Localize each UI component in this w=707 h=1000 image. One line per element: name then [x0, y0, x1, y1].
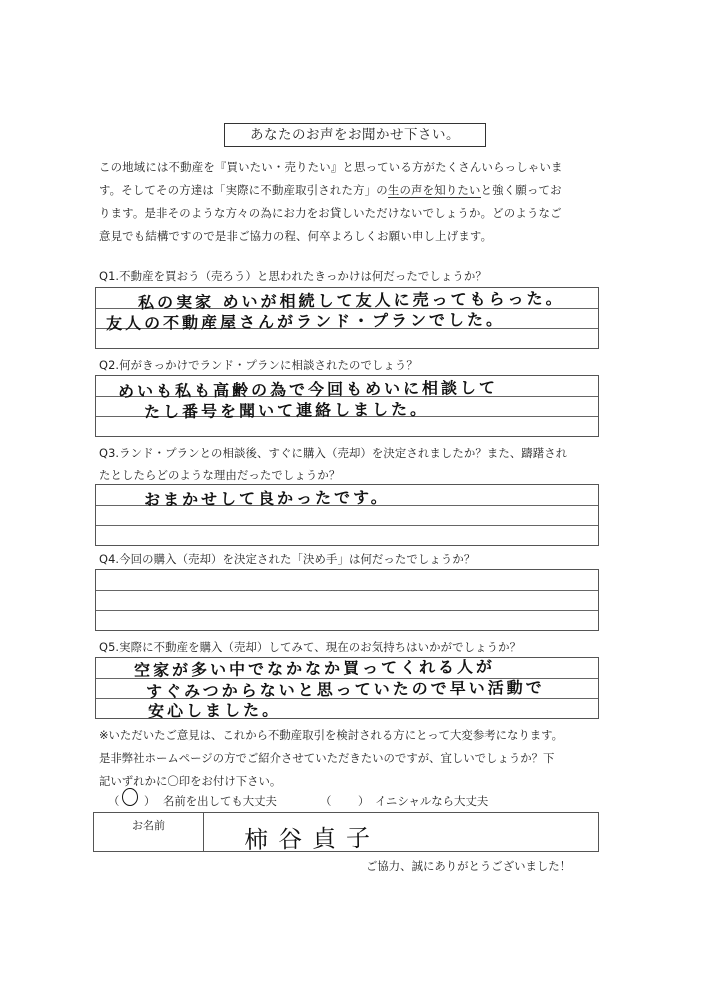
intro-text: [99, 156, 619, 248]
option-initials-ok: イニシャルなら大丈夫: [375, 794, 489, 808]
handwritten-answer: 安心しました。: [147, 700, 282, 721]
form-title: あなたのお声をお聞かせ下さい。: [224, 123, 486, 147]
question-4-answer-box[interactable]: [95, 569, 599, 631]
intro-segment: と強く願ってお: [480, 183, 562, 197]
question-3-label-continued: たとしたらどのような理由だったでしょうか？: [99, 468, 341, 482]
intro-segment: す。そしてその方達は「実際に不動産取引された方」の: [99, 183, 388, 197]
consent-note: [99, 724, 563, 793]
question-3-label: Q3.ランド・プランとの相談後、すぐに購入（売却）を決定されましたか？また、躊躇され: [99, 446, 568, 460]
intro-line: この地域には不動産を『買いたい・売りたい』と思っている方がたくさんいらっしゃいま: [99, 160, 563, 174]
underlined-phrase: 生の声を知りたい: [387, 183, 481, 197]
handwritten-answer: たし番号を聞いて連絡しました。: [143, 399, 430, 422]
ruled-line: [96, 610, 598, 611]
question-1-answer-box[interactable]: [95, 287, 599, 349]
option-2-open-paren: （: [320, 794, 332, 808]
handwritten-answer: すぐみつからないと思っていたので早い活動で: [145, 677, 545, 702]
option-1-open-paren: （: [108, 794, 120, 808]
intro-line: [99, 179, 619, 202]
note-line: 是非弊社ホームページの方でご紹介させていただきたいのですが、宜しいでしょうか？下: [99, 751, 555, 765]
intro-line: ります。是非そのような方々の為にお力をお貸しいただけないでしょうか。どのようなご: [99, 206, 562, 220]
handwritten-answer: 空家が多い中でなかなか買ってくれる人が: [133, 657, 496, 680]
name-field-table: [93, 812, 599, 855]
question-4-label: Q4.今回の購入（売却）を決定された「決め手」は何だったでしょうか？: [99, 552, 476, 566]
question-2-answer-box[interactable]: [95, 375, 599, 437]
intro-line: 意見でも結構ですので是非ご協力の程、何卒よろしくお願い申し上げます。: [99, 229, 493, 243]
name-label: お名前: [94, 813, 204, 851]
question-3-answer-box[interactable]: [95, 484, 599, 546]
handwritten-answer: めいも私も高齢の為で今回もめいに相談して: [117, 378, 499, 401]
handwritten-answer: 私の実家 めいが相続して友人に売ってもらった。: [137, 288, 565, 313]
question-1-label: Q1.不動産を買おう（売ろう）と思われたきっかけは何だったでしょうか？: [99, 269, 487, 283]
ruled-line: [96, 590, 598, 591]
handwritten-answer: おまかせして良かったです。: [143, 487, 390, 510]
ruled-line: [96, 525, 598, 526]
option-2-close-paren: ）: [358, 794, 370, 808]
option-name-ok: 名前を出しても大丈夫: [163, 794, 277, 808]
name-value[interactable]: 柿谷貞子: [243, 823, 381, 855]
question-2-label: Q2.何がきっかけでランド・プランに相談されたのでしょう？: [99, 358, 418, 372]
handwritten-answer: 友人の不動産屋さんがランド・プランでした。: [105, 309, 506, 334]
selected-circle-mark[interactable]: [122, 788, 138, 806]
question-5-answer-box[interactable]: [95, 657, 599, 719]
note-line: ※いただいたご意見は、これから不動産取引を検討される方にとって大変参考になります。: [99, 728, 564, 742]
question-5-label: Q5.実際に不動産を購入（売却）してみて、現在のお気持ちはいかがでしょうか？: [99, 640, 522, 654]
thanks-message: ご協力、誠にありがとうございました！: [366, 859, 572, 873]
note-line: 記いずれかに〇印をお付け下さい。: [99, 774, 282, 788]
option-1-close-paren: ）: [144, 794, 156, 808]
